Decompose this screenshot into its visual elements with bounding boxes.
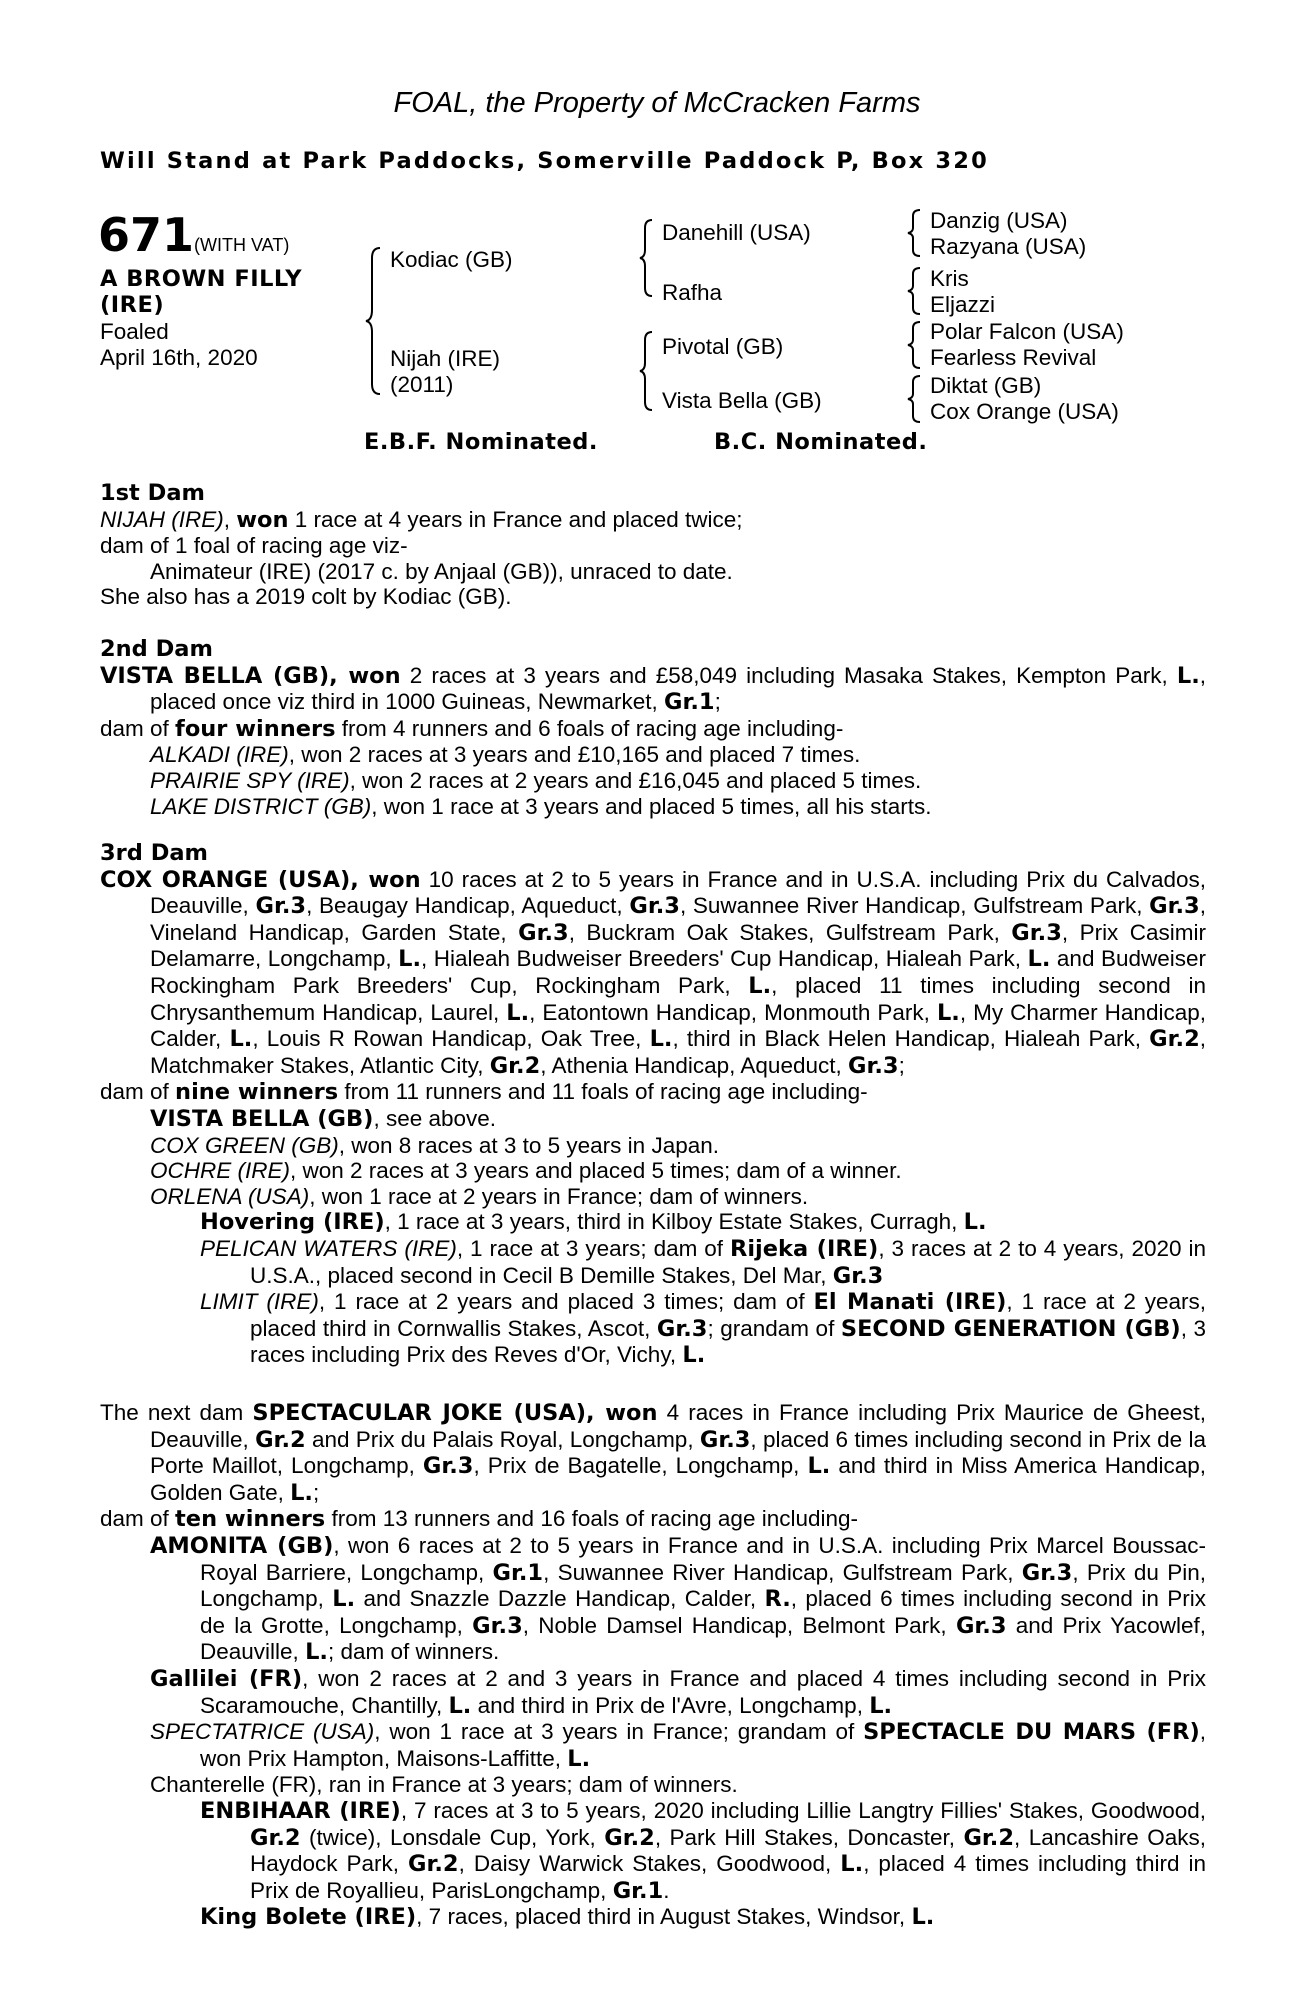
won-label: won xyxy=(236,506,289,533)
produce-item: LAKE DISTRICT (GB), won 1 race at 3 years and placed 5 times, all his starts. xyxy=(150,793,932,819)
pedigree-sire-dam: Rafha xyxy=(662,280,723,305)
bc-nominated: B.C. Nominated. xyxy=(714,429,928,455)
pedigree-gen3-5: Polar Falcon (USA) xyxy=(930,319,1124,344)
third-dam-heading: 3rd Dam xyxy=(100,840,208,866)
vat-note: (WITH VAT) xyxy=(194,235,290,255)
third-dam-produce-intro: dam of nine winners from 11 runners and 11 foals of racing age including- xyxy=(100,1079,868,1106)
pedigree-brace-1 xyxy=(906,208,924,258)
produce-item: ORLENA (USA), won 1 race at 2 years in France; dam of winners. xyxy=(150,1183,809,1209)
pedigree-dam-sire: Pivotal (GB) xyxy=(662,334,784,359)
first-dam-section: 1st Dam NIJAH (IRE), won 1 race at 4 years in France and placed twice; dam of 1 foal of racing age viz- Animateur (IRE) (2017 c. by Anjaal (GB)), unraced to date. She also has a 2019 colt by Kodiac (GB). xyxy=(100,480,1206,610)
lot-description: A BROWN FILLY xyxy=(100,266,303,292)
produce-item-sub: PELICAN WATERS (IRE), 1 race at 3 years; dam of Rijeka (IRE), 3 races at 2 to 4 years, 2020 in U.S.A., placed second in Cecil B Demille Stakes, Del Mar, Gr.3 xyxy=(200,1235,1206,1289)
pedigree-gen3-6: Fearless Revival xyxy=(930,345,1097,370)
pedigree-brace-4 xyxy=(906,374,924,424)
second-dam-heading: 2nd Dam xyxy=(100,636,213,662)
second-dam-produce-intro: dam of four winners from 4 runners and 6 foals of racing age including- xyxy=(100,715,844,742)
produce-item-sub: LIMIT (IRE), 1 race at 2 years and placed 3 times; dam of El Manati (IRE), 1 race at 2 years, placed third in Cornwallis Stakes, Ascot, Gr.3; grandam of SECOND GENERATION (GB), 3 races including Prix des Reves d'Or, Vichy, L. xyxy=(200,1289,1207,1369)
second-dam-record: VISTA BELLA (GB), won 2 races at 3 years and £58,049 including Masaka Stakes, Kempton Park, L., placed once viz third in 1000 Guineas, Newmarket, Gr.1; xyxy=(100,662,1207,716)
pedigree-brace-dam-parents xyxy=(638,330,656,412)
third-dam-record: COX ORANGE (USA), won 10 races at 2 to 5 years in France and in U.S.A. including Prix du Calvados, Deauville, Gr.3, Beaugay Handicap, Aqueduct, Gr.3, Suwannee River Handicap, Gulfstream Park, Gr.3, Vineland Handicap, Garden State, Gr.3, Buckram Oak Stakes, Gulfstream Park, Gr.3, Prix Casimir Delamarre, Longchamp, L., Hialeah Budweiser Breeders' Cup Handicap, Hialeah Park, L. and Budweiser Rockingham Park Breeders' Cup, Rockingham Park, L., placed 11 times including second in Chrysanthemum Handicap, Laurel, L., Eatontown Handicap, Monmouth Park, L., My Charmer Handicap, Calder, L., Louis R Rowan Handicap, Oak Tree, L., third in Black Helen Handicap, Hialeah Park, Gr.2, Matchmaker Stakes, Atlantic City, Gr.2, Athenia Handicap, Aqueduct, Gr.3; xyxy=(100,866,1207,1079)
foaled-label: Foaled xyxy=(100,319,169,344)
next-dam-record: The next dam SPECTACULAR JOKE (USA), won 4 races in France including Prix Maurice de Gheest, Deauville, Gr.2 and Prix du Palais Royal, Longchamp, Gr.3, placed 6 times including second in Prix de la Porte Maillot, Longchamp, Gr.3, Prix de Bagatelle, Longchamp, L. and third in Miss America Handicap, Golden Gate, L.; xyxy=(100,1400,1207,1506)
lot-description-origin: (IRE) xyxy=(100,292,165,318)
stand-location: Will Stand at Park Paddocks, Somerville Paddock P, Box 320 xyxy=(100,148,989,174)
produce-item: Chanterelle (FR), ran in France at 3 years; dam of winners. xyxy=(150,1772,738,1798)
pedigree-dam-dam: Vista Bella (GB) xyxy=(662,388,822,413)
pedigree-brace-sire-parents xyxy=(638,218,656,298)
first-dam-name: NIJAH (IRE) xyxy=(100,506,224,532)
first-dam-produce-1: Animateur (IRE) (2017 c. by Anjaal (GB)), unraced to date. xyxy=(150,558,733,584)
pedigree-gen3-2: Razyana (USA) xyxy=(930,234,1087,259)
catalogue-title: FOAL, the Property of McCracken Farms xyxy=(393,87,921,119)
pedigree-brace-sire-dam xyxy=(364,246,384,396)
foaled-date: April 16th, 2020 xyxy=(100,345,258,370)
first-dam-heading: 1st Dam xyxy=(100,480,205,506)
produce-item-sub: King Bolete (IRE), 7 races, placed third in August Stakes, Windsor, L. xyxy=(200,1904,935,1931)
produce-item: OCHRE (IRE), won 2 races at 3 years and placed 5 times; dam of a winner. xyxy=(150,1158,902,1184)
produce-item: AMONITA (GB), won 6 races at 2 to 5 years in France and in U.S.A. including Prix Marcel Boussac-Royal Barriere, Longchamp, Gr.1, Suwannee River Handicap, Gulfstream Park, Gr.3, Prix du Pin, Longchamp, L. and Snazzle Dazzle Handicap, Calder, R., placed 6 times including second in Prix de la Grotte, Longchamp, Gr.3, Noble Damsel Handicap, Belmont Park, Gr.3 and Prix Yacowlef, Deauville, L.; dam of winners. xyxy=(150,1532,1207,1666)
second-dam-name: VISTA BELLA (GB), won xyxy=(100,662,401,689)
pedigree-gen3-1: Danzig (USA) xyxy=(930,208,1068,233)
pedigree-dam-year: (2011) xyxy=(390,372,454,397)
first-dam-produce-intro: dam of 1 foal of racing age viz- xyxy=(100,533,408,559)
lot-number: 671 xyxy=(98,208,195,262)
ebf-nominated: E.B.F. Nominated. xyxy=(364,429,598,455)
next-dam-produce-intro: dam of ten winners from 13 runners and 16 foals of racing age including- xyxy=(100,1506,859,1533)
pedigree-gen3-7: Diktat (GB) xyxy=(930,373,1042,398)
pedigree-brace-3 xyxy=(906,320,924,370)
pedigree-brace-2 xyxy=(906,266,924,316)
third-dam-section xyxy=(100,840,1206,1369)
produce-item-sub: ENBIHAAR (IRE), 7 races at 3 to 5 years, 2020 including Lillie Langtry Fillies' Stakes, Goodwood, Gr.2 (twice), Lonsdale Cup, York, Gr.2, Park Hill Stakes, Doncaster, Gr.2, Lancashire Oaks, Haydock Park, Gr.2, Daisy Warwick Stakes, Goodwood, L., placed 4 times including third in Prix de Royallieu, ParisLongchamp, Gr.1. xyxy=(200,1797,1207,1904)
produce-item: ALKADI (IRE), won 2 races at 3 years and £10,165 and placed 7 times. xyxy=(150,742,861,768)
third-dam-name: COX ORANGE (USA), won xyxy=(100,866,421,893)
next-dam-section xyxy=(100,1400,1206,1931)
next-dam-name: SPECTACULAR JOKE (USA), won xyxy=(252,1400,658,1426)
pedigree-gen3-8: Cox Orange (USA) xyxy=(930,399,1119,424)
produce-item: SPECTATRICE (USA), won 1 race at 3 years in France; grandam of SPECTACLE DU MARS (FR), won Prix Hampton, Maisons-Laffitte, L. xyxy=(150,1719,1206,1772)
pedigree-gen3-4: Eljazzi xyxy=(930,292,996,317)
pedigree-sire-sire: Danehill (USA) xyxy=(662,220,811,245)
pedigree-sire: Kodiac (GB) xyxy=(390,247,513,272)
produce-item: PRAIRIE SPY (IRE), won 2 races at 2 years and £16,045 and placed 5 times. xyxy=(150,767,922,793)
first-dam-note: She also has a 2019 colt by Kodiac (GB). xyxy=(100,584,512,610)
produce-item: Gallilei (FR), won 2 races at 2 and 3 years in France and placed 4 times including second in Prix Scaramouche, Chantilly, L. and third in Prix de l'Avre, Longchamp, L. xyxy=(150,1665,1206,1719)
pedigree-gen3-3: Kris xyxy=(930,266,969,291)
produce-item: COX GREEN (GB), won 8 races at 3 to 5 years in Japan. xyxy=(150,1132,719,1158)
first-dam-record: 1 race at 4 years in France and placed twice; xyxy=(288,506,743,532)
pedigree-dam: Nijah (IRE) xyxy=(390,346,501,371)
produce-item: VISTA BELLA (GB), see above. xyxy=(150,1105,497,1132)
second-dam-section xyxy=(100,636,1206,819)
produce-item-sub: Hovering (IRE), 1 race at 3 years, third in Kilboy Estate Stakes, Curragh, L. xyxy=(200,1209,987,1236)
